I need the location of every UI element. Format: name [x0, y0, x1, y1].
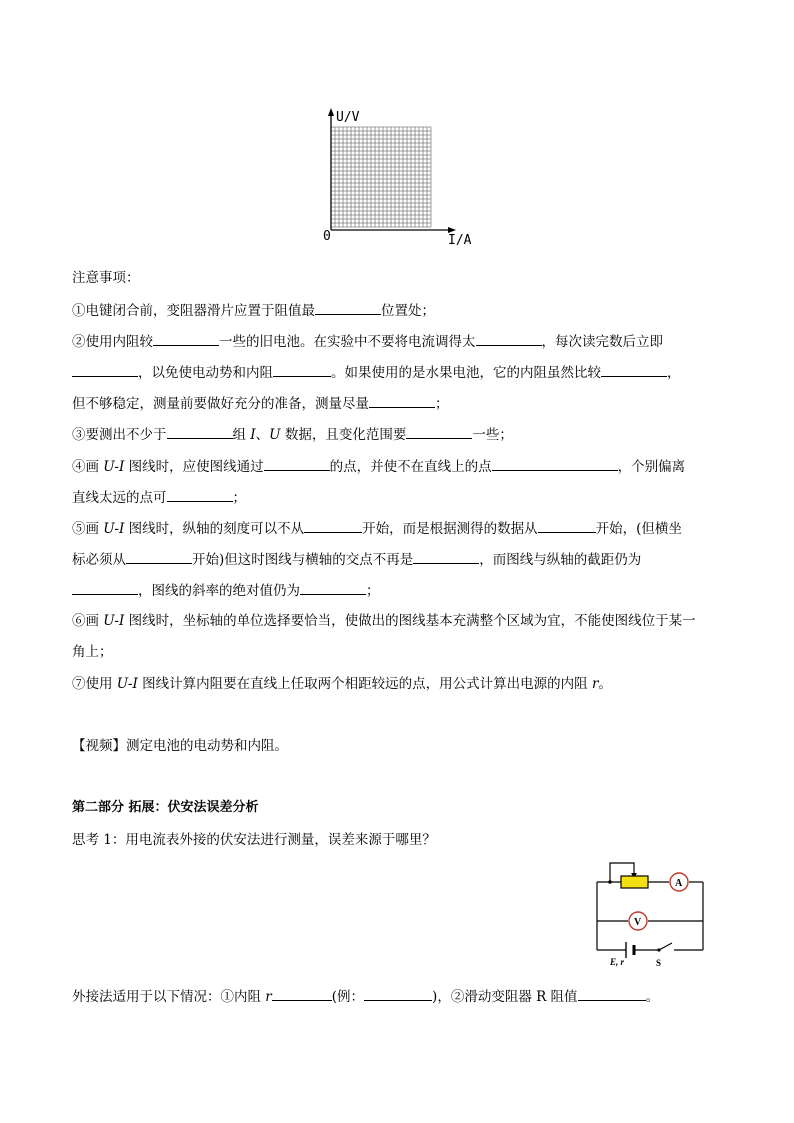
- note-2-line-3: [72, 393, 449, 414]
- section-title: 第二部分 拓展：伏安法误差分析: [72, 800, 259, 815]
- text: (例：: [331, 989, 365, 1005]
- graph-svg: [300, 100, 500, 250]
- junction-dot: [608, 880, 612, 884]
- external-method-line: [72, 986, 659, 1007]
- text: ；: [366, 583, 380, 599]
- text: 开始)但这时图线与横轴的交点不再是: [192, 552, 414, 568]
- text: ，个别偏离: [617, 459, 686, 475]
- text: 组: [232, 427, 251, 443]
- battery-label: E, r: [610, 957, 625, 967]
- text: ③要测出不少于: [72, 427, 167, 443]
- text: 一些的旧电池。在实验中不要将电流调得太: [219, 334, 476, 350]
- blank[interactable]: [272, 986, 332, 1001]
- blank[interactable]: [369, 393, 435, 408]
- blank[interactable]: [578, 986, 646, 1001]
- u-i-graph: [300, 100, 500, 250]
- text: 图线时，应使图线通过: [124, 459, 264, 475]
- text: 但不够稳定，测量前要做好充分的准备，测量尽量: [72, 396, 369, 412]
- circuit-diagram: [588, 856, 714, 968]
- blank[interactable]: [601, 362, 667, 377]
- note-5-line-3: [72, 580, 380, 601]
- note-5-line-2: [72, 549, 641, 570]
- blank[interactable]: [153, 331, 219, 346]
- note-1-line-1: [72, 300, 435, 321]
- text: ①电键闭合前，变阻器滑片应置于阻值最: [72, 303, 315, 319]
- blank[interactable]: [364, 986, 432, 1001]
- text: 图线计算内阻要在直线上任取两个相距较远的点，用公式计算出电源的内阻: [137, 676, 592, 692]
- note-3-line-1: [72, 424, 513, 445]
- text: ⑤画: [72, 521, 104, 537]
- text: 开始，而是根据测得的数据从: [362, 521, 538, 537]
- blank[interactable]: [167, 424, 233, 439]
- symbol-I: I: [250, 427, 256, 443]
- blank[interactable]: [72, 580, 138, 595]
- text: ②使用内阻较: [72, 334, 153, 350]
- blank[interactable]: [264, 456, 330, 471]
- text: 一些；: [472, 427, 513, 443]
- text: 的点，并使不在直线上的点: [329, 459, 492, 475]
- blank[interactable]: [538, 518, 596, 533]
- blank[interactable]: [492, 456, 618, 471]
- text: ⑦使用: [72, 676, 117, 692]
- blank[interactable]: [72, 362, 138, 377]
- text: ，: [667, 365, 681, 381]
- switch-pivot: [657, 948, 660, 951]
- blank[interactable]: [167, 487, 233, 502]
- note-5-line-1: [72, 518, 682, 539]
- text: 外接法适用于以下情况：①内阻: [72, 989, 266, 1005]
- note-6-line-2: 角上；: [72, 644, 113, 660]
- note-4-line-2: [72, 487, 246, 508]
- blank[interactable]: [304, 518, 362, 533]
- blank[interactable]: [476, 331, 542, 346]
- text: 位置处；: [381, 303, 435, 319]
- blank[interactable]: [126, 549, 192, 564]
- blank[interactable]: [406, 424, 472, 439]
- switch-label: S: [656, 958, 662, 968]
- blank[interactable]: [413, 549, 479, 564]
- text: 图线时，纵轴的刻度可以不从: [124, 521, 305, 537]
- blank[interactable]: [300, 580, 366, 595]
- text: )，②滑动变阻器 R 阻值: [432, 989, 578, 1005]
- question-1: 思考 1：用电流表外接的伏安法进行测量，误差来源于哪里？: [72, 832, 436, 848]
- text: 直线太远的点可: [72, 490, 167, 506]
- note-2-line-1: [72, 331, 663, 352]
- text: ，每次读完数后立即: [541, 334, 663, 350]
- text: 。: [598, 676, 612, 692]
- y-axis-label: U/V: [336, 110, 360, 125]
- symbol-UI: U-I: [103, 459, 125, 475]
- text: 图线时，坐标轴的单位选择要恰当，使做出的图线基本充满整个区域为宜，不能使图线位于某一: [124, 613, 696, 629]
- symbol-r: r: [265, 989, 272, 1005]
- text: ；: [435, 396, 449, 412]
- text: ，而图线与纵轴的截距仍为: [479, 552, 642, 568]
- text: ；: [232, 490, 246, 506]
- symbol-UI: U-I: [103, 521, 125, 537]
- note-4-line-1: [72, 456, 685, 477]
- text: ④画: [72, 459, 104, 475]
- x-axis-label: I/A: [448, 233, 472, 248]
- text: 。如果使用的是水果电池，它的内阻虽然比较: [331, 365, 601, 381]
- origin-label: 0: [323, 229, 331, 244]
- blank[interactable]: [273, 362, 331, 377]
- text: 标必须从: [72, 552, 126, 568]
- rheostat-icon: [621, 876, 648, 888]
- notes-heading: 注意事项：: [72, 270, 140, 286]
- note-7-line-1: [72, 674, 612, 694]
- note-6-line-1: [72, 611, 696, 631]
- symbol-UI: U-I: [116, 676, 138, 692]
- text: 数据，且变化范围要: [280, 427, 407, 443]
- voltmeter-label: V: [634, 917, 642, 928]
- blank[interactable]: [315, 300, 381, 315]
- video-link[interactable]: 【视频】测定电池的电动势和内阻。: [72, 738, 288, 754]
- note-2-line-2: [72, 362, 681, 383]
- symbol-U: U: [269, 427, 281, 443]
- circuit-svg: [588, 856, 714, 968]
- text: 。: [645, 989, 660, 1005]
- y-axis-arrow: [328, 108, 334, 116]
- text: 开始，(但横坐: [595, 521, 682, 537]
- text: ⑥画: [72, 613, 104, 629]
- text: ，图线的斜率的绝对值仍为: [138, 583, 300, 599]
- text: 、: [255, 427, 270, 443]
- symbol-r: r: [591, 676, 599, 692]
- ammeter-label: A: [675, 878, 683, 889]
- symbol-UI: U-I: [103, 613, 125, 629]
- text: ，以免使电动势和内阻: [138, 365, 273, 381]
